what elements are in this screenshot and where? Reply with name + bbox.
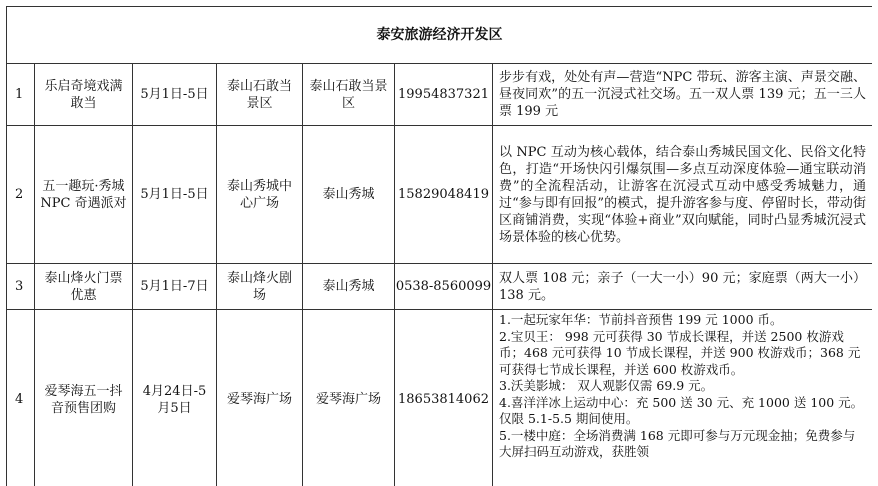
event-name: 泰山烽火门票优惠 <box>35 264 133 310</box>
list-item: 4.喜洋洋冰上运动中心：充 500 送 30 元、充 1000 送 100 元。仅限 5.1-5.5 期间使用。 <box>499 394 864 426</box>
table-title: 泰安旅游经济开发区 <box>7 7 873 64</box>
list-item: 5.一楼中庭：全场消费满 168 元即可参与万元现金抽；免费参与大屏扫码互动游戏，获胜领 <box>499 427 856 459</box>
event-place: 泰山烽火剧场 <box>217 264 303 310</box>
event-place: 泰山秀城中心广场 <box>217 126 303 264</box>
event-date: 5月1日-5日 <box>133 126 217 264</box>
event-date: 4月24日-5月5日 <box>133 310 217 486</box>
event-phone: 15829048419 <box>395 126 493 264</box>
document-sheet <box>6 6 872 486</box>
row-number: 2 <box>7 126 35 264</box>
event-organizer: 爱琴海广场 <box>303 310 395 486</box>
event-description-list <box>493 310 873 486</box>
event-phone: 0538-8560099 <box>395 264 493 310</box>
table-row <box>7 264 873 310</box>
event-date: 5月1日-5日 <box>133 64 217 126</box>
list-item: 2.宝贝王： 998 元可获得 30 节成长课程，并送 2500 枚游戏币；468 元可获得 10 节成长课程，并送 900 枚游戏币；368 元可获得七节成长课程，并送 600 枚游戏币。 <box>499 328 861 377</box>
event-organizer: 泰山秀城 <box>303 264 395 310</box>
table-row <box>7 64 873 126</box>
event-description: 以 NPC 互动为核心载体，结合泰山秀城民国文化、民俗文化特色，打造“开场快闪引爆氛围—多点互动深度体验—通宝联动消费”的全流程活动，让游客在沉浸式互动中感受秀城魅力，通过“参与即有回报”的模式，提升游客参与度、停留时长，带动街区商铺消费，实现“体验+商业”双向赋能，同时凸显秀城沉浸式场景体验的核心优势。 <box>493 126 873 264</box>
list-item: 3.沃美影城： 双人观影仅需 69.9 元。 <box>499 378 714 393</box>
event-organizer: 泰山秀城 <box>303 126 395 264</box>
table-row <box>7 310 873 486</box>
event-phone: 18653814062 <box>395 310 493 486</box>
row-number: 3 <box>7 264 35 310</box>
event-name: 五一趣玩·秀城NPC 奇遇派对 <box>35 126 133 264</box>
row-number: 1 <box>7 64 35 126</box>
events-table <box>6 6 872 486</box>
event-place: 爱琴海广场 <box>217 310 303 486</box>
event-phone: 19954837321 <box>395 64 493 126</box>
event-date: 5月1日-7日 <box>133 264 217 310</box>
event-name: 爱琴海五一抖音预售团购 <box>35 310 133 486</box>
event-organizer: 泰山石敢当景区 <box>303 64 395 126</box>
event-name: 乐启奇境戏满敢当 <box>35 64 133 126</box>
title-row <box>7 7 873 64</box>
row-number: 4 <box>7 310 35 486</box>
event-place: 泰山石敢当景区 <box>217 64 303 126</box>
list-item: 1.一起玩家年华：节前抖音预售 199 元 1000 币。 <box>499 312 783 327</box>
event-description: 双人票 108 元；亲子（一大一小）90 元；家庭票（两大一小）138 元。 <box>493 264 873 310</box>
table-row <box>7 126 873 264</box>
event-description: 步步有戏，处处有声—营造“NPC 带玩、游客主演、声景交融、昼夜同欢”的五一沉浸式社交场。五一双人票 139 元；五一三人票 199 元 <box>493 64 873 126</box>
